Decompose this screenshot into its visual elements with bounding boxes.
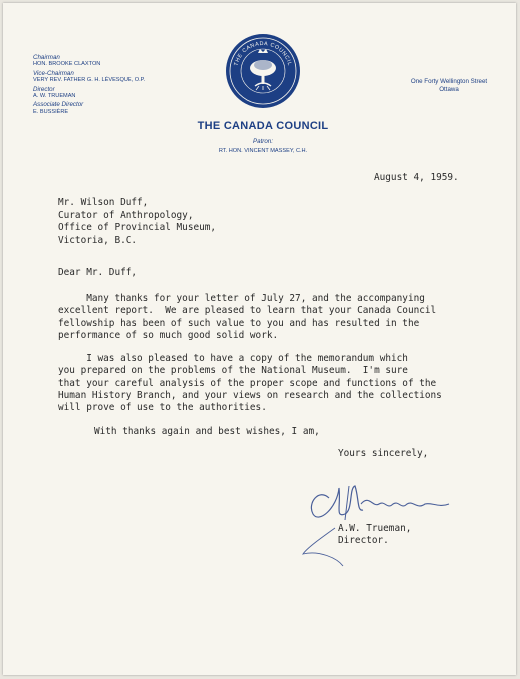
officers-list xyxy=(33,55,145,118)
letter-page xyxy=(3,3,516,675)
officer-vice-chairman xyxy=(33,71,145,84)
recipient-line: Office of Provincial Museum, xyxy=(58,222,217,234)
recipient-line: Mr. Wilson Duff, xyxy=(58,197,149,208)
officer-name: A. W. TRUEMAN xyxy=(33,93,76,100)
body-line: you prepared on the problems of the National Museum. I'm sure xyxy=(58,365,408,377)
patron-name: RT. HON. VINCENT MASSEY, C.H. xyxy=(218,148,308,154)
closing: Yours sincerely, xyxy=(338,448,429,459)
recipient-line: Victoria, B.C. xyxy=(58,234,138,246)
letter-date: August 4, 1959. xyxy=(374,172,459,183)
officer-role: Chairman xyxy=(33,54,60,61)
body-line: excellent report. We are pleased to learn that your Canada Council xyxy=(58,305,437,317)
signatory-title: Director. xyxy=(338,535,389,546)
officer-role: Associate Director xyxy=(33,101,84,109)
body-paragraph-3: With thanks again and best wishes, I am, xyxy=(94,426,320,437)
signatory-name: A.W. Trueman, xyxy=(338,523,412,534)
recipient-block xyxy=(58,197,216,247)
body-line: will prove of use to the authorities. xyxy=(58,402,267,414)
body-line: Many thanks for your letter of July 27, and the accompanying xyxy=(58,293,425,304)
body-paragraph-2 xyxy=(58,353,488,414)
officer-director xyxy=(33,87,145,100)
officer-name: HON. BROOKE CLAXTON xyxy=(33,61,101,68)
address-city: Ottawa xyxy=(439,86,459,93)
body-line: that your careful analysis of the proper scope and functions of the xyxy=(58,377,437,389)
address-street: One Forty Wellington Street xyxy=(410,78,488,85)
seal-text: THE CANADA COUNCIL xyxy=(233,40,293,67)
body-line: performance of so much good solid work. xyxy=(58,329,279,341)
council-seal-icon xyxy=(225,33,301,109)
council-address xyxy=(399,78,499,94)
officer-chairman xyxy=(33,55,145,68)
body-line: Human History Branch, and your views on research and the collections xyxy=(58,389,442,401)
officer-name: E. BUSSIÈRE xyxy=(33,108,69,115)
officer-name: VERY REV. FATHER G. H. LÉVESQUE, O.P. xyxy=(33,77,146,84)
patron-role: Patron: xyxy=(253,138,273,145)
handwritten-signature xyxy=(299,458,459,568)
recipient-line: Curator of Anthropology, xyxy=(58,209,194,221)
salutation: Dear Mr. Duff, xyxy=(58,267,138,278)
officer-role: Director xyxy=(33,85,55,93)
officer-role: Vice-Chairman xyxy=(33,69,74,77)
officer-associate-director xyxy=(33,102,145,115)
body-paragraph-1 xyxy=(58,293,488,342)
organization-name: THE CANADA COUNCIL xyxy=(197,120,329,132)
body-line: I was also pleased to have a copy of the memorandum which xyxy=(58,353,408,364)
body-line: fellowship has been of such value to you and has resulted in the xyxy=(58,317,420,329)
